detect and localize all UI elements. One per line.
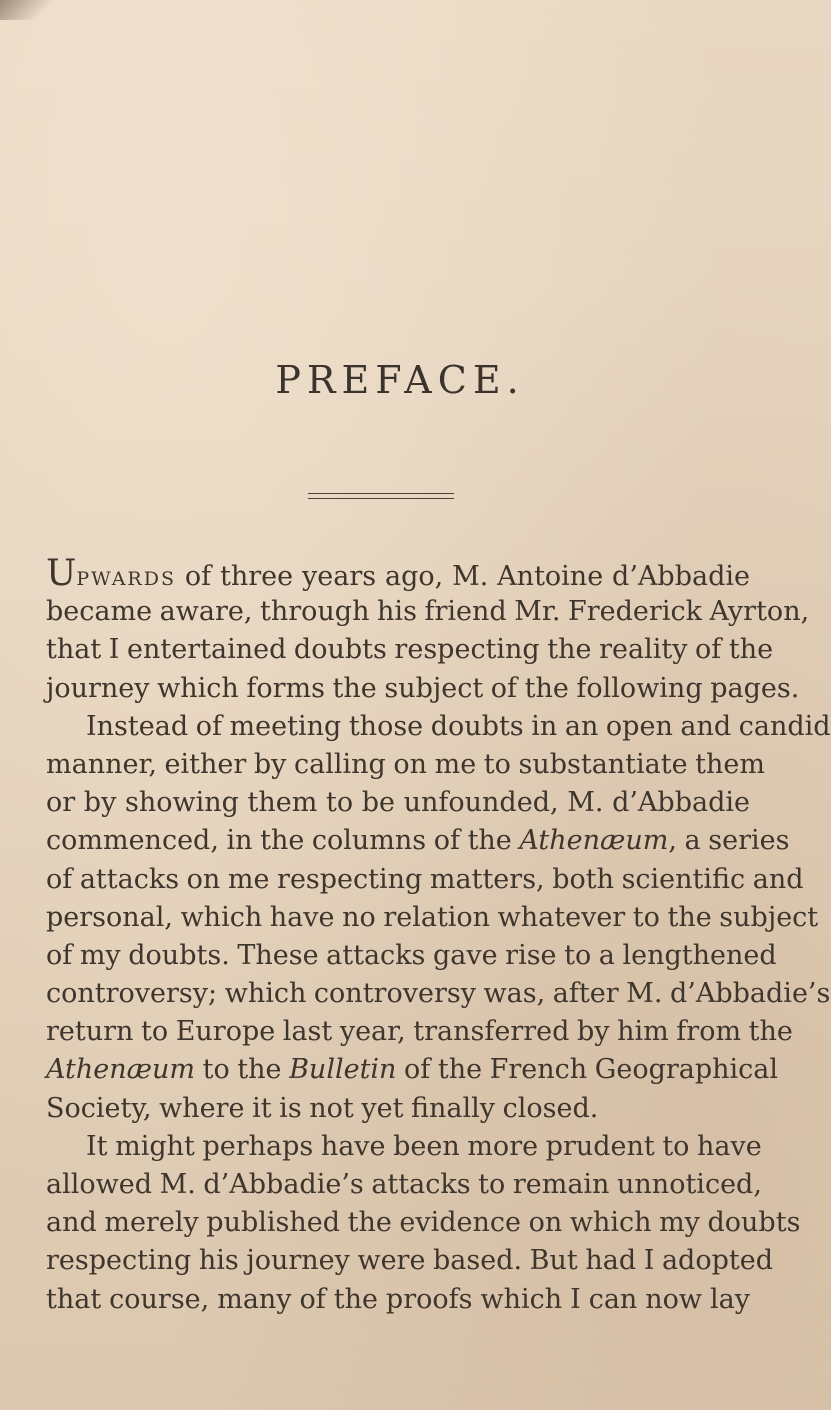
- line-text: to the: [195, 1054, 290, 1086]
- text-line: [46, 1051, 779, 1089]
- drop-cap: U: [46, 553, 77, 594]
- text-line: personal, which have no relation whatever to the subject: [46, 901, 819, 933]
- text-line: manner, either by calling on me to substantiate them: [46, 748, 765, 780]
- line-text: commenced, in the columns of the: [46, 825, 520, 857]
- italic-athenaeum: Athenæum: [519, 825, 669, 857]
- small-caps-word: pwards: [76, 561, 176, 592]
- body-text: [46, 553, 831, 1319]
- text-line: of attacks on me respecting matters, both scientific and: [46, 863, 804, 895]
- line-text: , a series: [668, 825, 790, 857]
- italic-athenaeum: Athenæum: [46, 1054, 196, 1086]
- text-line: that I entertained doubts respecting the reality of the: [46, 634, 774, 666]
- text-line: [46, 555, 750, 593]
- line-text: of the French Geographical: [396, 1054, 779, 1086]
- text-line: of my doubts. These attacks gave rise to a lengthened: [46, 939, 777, 971]
- text-line: Society, where it is not yet finally closed.: [46, 1092, 599, 1124]
- text-line: became aware, through his friend Mr. Frederick Ayrton,: [46, 596, 810, 628]
- title-rule: [308, 493, 454, 499]
- text-line: that course, many of the proofs which I can now lay: [46, 1283, 750, 1315]
- line-text: of three years ago, M. Antoine d’Abbadie: [176, 561, 750, 592]
- page-corner-shadow: [0, 0, 60, 20]
- text-line: return to Europe last year, transferred by him from the: [46, 1016, 793, 1048]
- text-line: controversy; which controversy was, after M. d’Abbadie’s: [46, 978, 831, 1010]
- text-line: respecting his journey were based. But had I adopted: [46, 1245, 773, 1277]
- text-line: allowed M. d’Abbadie’s attacks to remain unnoticed,: [46, 1169, 762, 1200]
- text-line: [46, 822, 790, 860]
- page-title: PREFACE.: [275, 358, 525, 402]
- text-line: Instead of meeting those doubts in an open and candid: [86, 710, 831, 742]
- italic-bulletin: Bulletin: [289, 1054, 397, 1086]
- text-line: and merely published the evidence on which my doubts: [46, 1207, 801, 1239]
- text-line: It might perhaps have been more prudent to have: [86, 1130, 762, 1162]
- text-line: or by showing them to be unfounded, M. d’Abbadie: [46, 787, 750, 819]
- text-line: journey which forms the subject of the following pages.: [46, 672, 800, 704]
